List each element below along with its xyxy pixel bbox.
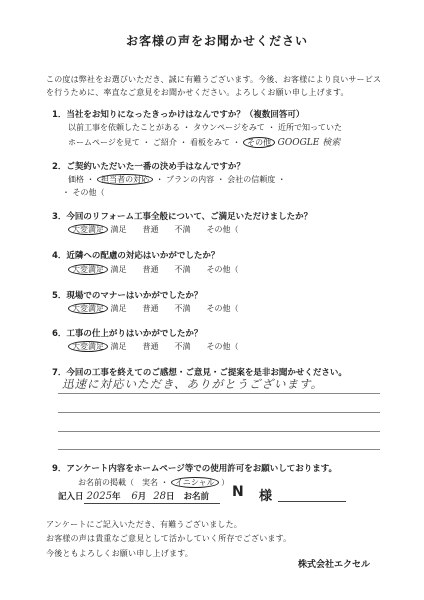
- intro-line-2: を行うために、率直なご意見をお聞かせください。よろしくお願い申し上げます。: [46, 88, 349, 97]
- q2-options-line-1: [68, 174, 286, 185]
- q6-rating-rest: 満足 普通 不満 その他（: [110, 342, 239, 351]
- company-name: 株式会社エクセル: [298, 560, 371, 570]
- date-label: 記入日: [58, 492, 84, 502]
- q2-option-staff-circled[interactable]: 担当者の対応: [97, 174, 153, 185]
- name-honorific: 様: [259, 489, 273, 504]
- q4-rating-very-satisfied-circled[interactable]: 大変満足: [68, 264, 108, 275]
- q3-ratings: [68, 224, 239, 235]
- q7-answer-line-1: [58, 393, 380, 394]
- date-day: 28: [153, 491, 167, 502]
- q7-answer-line-4: [58, 449, 380, 450]
- question-4: 4．近隣への配慮の対応はいかがでしたか？: [52, 251, 220, 261]
- q6-ratings: [68, 341, 239, 352]
- footer-line-1: アンケートにご記入いただき、有難うございました。: [46, 520, 242, 529]
- question-5: 5．現場でのマナーはいかがでしたか？: [52, 291, 203, 301]
- q1-other-handwritten: GOOGLE 検索: [277, 138, 341, 148]
- date-month: 6: [131, 491, 138, 502]
- q4-ratings: [68, 264, 239, 275]
- q7-answer-line-2: [58, 412, 380, 413]
- q6-rating-very-satisfied-circled[interactable]: 大変満足: [68, 341, 108, 352]
- question-9: 9．アンケート内容をホームページ等での使用許可をお願いしております。: [52, 464, 338, 474]
- question-1: 1．当社をお知りになったきっかけはなんですか？（複数回答可）: [52, 110, 305, 120]
- footer-line-2: お客様の声は貴重なご意見として活かしていく所存でございます。: [46, 534, 292, 543]
- q4-rating-rest: 満足 普通 不満 その他（: [110, 265, 239, 274]
- question-7: 7．今回の工事を終えてのご感想・ご意見・ご提案を是非お聞かせください。: [52, 368, 347, 378]
- page-title: お客様の声をお聞かせください: [126, 34, 309, 48]
- question-2: 2．ご契約いただいた一番の決め手はなんですか？: [52, 162, 245, 172]
- q1-options-line-1: 以前工事を依頼したことがある ・ タウンページをみて ・ 近所で知っていた: [68, 123, 343, 132]
- q2-options-rest: ・ プランの内容 ・ 会社の信頼度 ・: [155, 175, 286, 184]
- q2-option-other[interactable]: ・ その他（: [62, 188, 105, 197]
- question-6: 6．工事の仕上がりはいかがでしたか？: [52, 329, 203, 339]
- question-3: 3．今回のリフォーム工事全般について、ご満足いただけましたか？: [52, 212, 313, 222]
- q7-answer-line-3: [58, 431, 380, 432]
- entry-date-row: [58, 490, 209, 502]
- q1-options-line-2-text: ホームページを見て ・ ご紹介 ・ 看板をみて ・: [68, 138, 241, 147]
- footer-line-3: 今後ともよろしくお願い申し上げます。: [46, 549, 193, 558]
- q3-rating-very-satisfied-circled[interactable]: 大変満足: [68, 224, 108, 235]
- name-value: N: [232, 484, 244, 500]
- q5-rating-rest: 満足 普通 不満 その他（: [110, 304, 239, 313]
- month-unit: 月: [137, 492, 147, 502]
- date-year: 2025: [86, 491, 112, 502]
- q9-initial-option-circled[interactable]: イニシャル: [171, 477, 219, 488]
- q2-option-price[interactable]: 価格 ・: [68, 175, 95, 184]
- intro-line-1: この度は弊社をお選びいただき、誠に有難うございます。今後、お客様により良いサービス: [46, 75, 382, 84]
- q7-handwritten-answer: 迅速に対応いただき、ありがとうございます。: [62, 377, 324, 391]
- q5-ratings: [68, 303, 239, 314]
- q1-options-line-2: [68, 135, 340, 148]
- q9-close-paren: ）: [221, 478, 230, 487]
- date-underline: [84, 503, 220, 504]
- q9-name-publication: [78, 477, 229, 488]
- q9-name-label: お名前の掲載（ 実名 ・: [78, 478, 169, 487]
- name-underline: [278, 501, 346, 502]
- q1-other-option-circled[interactable]: その他: [243, 137, 275, 148]
- q3-rating-rest: 満足 普通 不満 その他（: [110, 225, 239, 234]
- q5-rating-very-satisfied-circled[interactable]: 大変満足: [68, 303, 108, 314]
- day-unit: 日: [166, 492, 175, 502]
- name-label: お名前: [183, 492, 210, 502]
- year-unit: 年: [111, 492, 121, 502]
